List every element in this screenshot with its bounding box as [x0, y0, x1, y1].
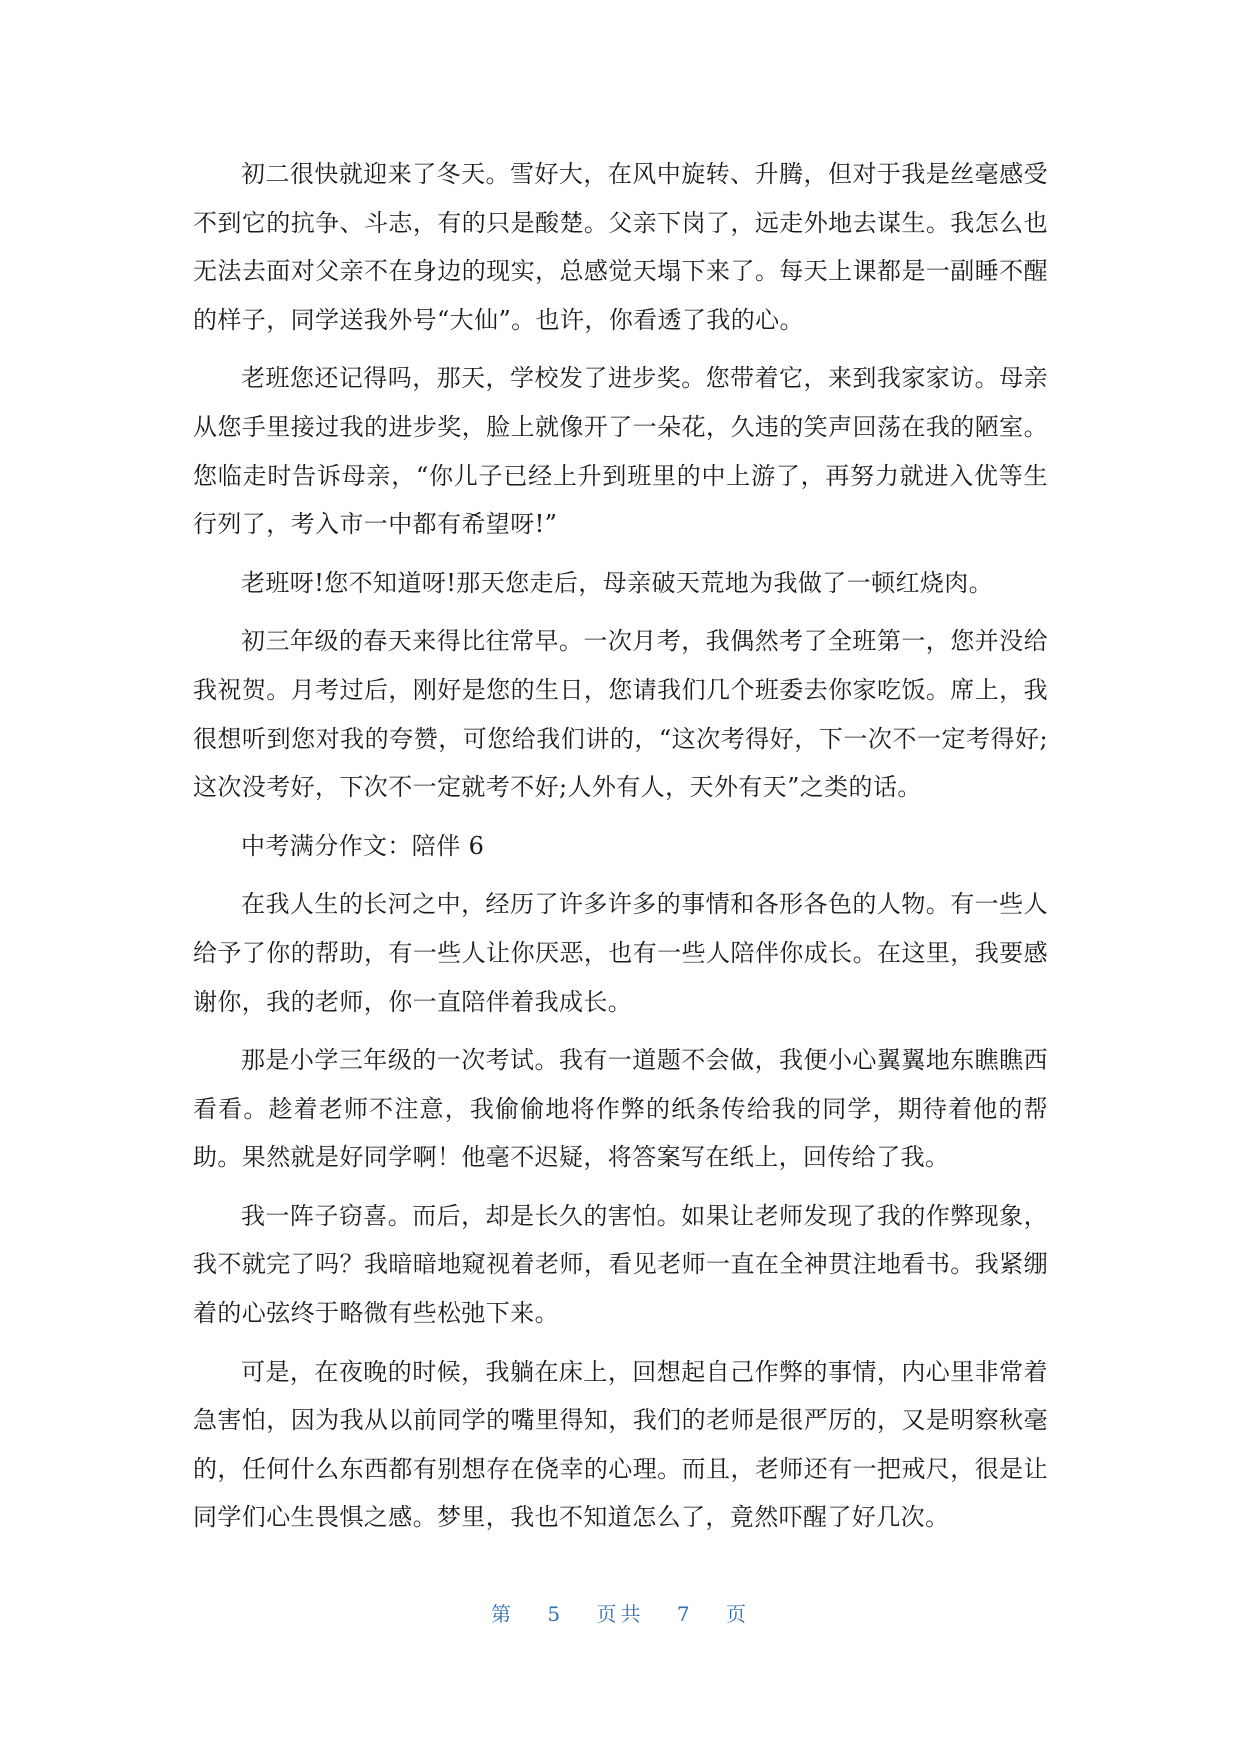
footer-current-page: 5 — [547, 1602, 565, 1626]
paragraph-8: 可是，在夜晚的时候，我躺在床上，回想起自己作弊的事情，内心里非常着急害怕，因为我从以前同学的嘴里得知，我们的老师是很严厉的，又是明察秋毫的，任何什么东西都有别想存在侥幸的心理。而且，老师还有一把戒尺，很是让同学们心生畏惧之感。梦里，我也不知道怎么了，竟然吓醒了好几次。 — [193, 1357, 1048, 1532]
footer-total-pages: 7 — [676, 1602, 694, 1626]
paragraph-3: 老班呀!您不知道呀!那天您走后，母亲破天荒地为我做了一顿红烧肉。 — [241, 568, 994, 597]
footer-middle: 页共 — [596, 1602, 645, 1626]
page-footer — [0, 1598, 1241, 1627]
section-title: 中考满分作文：陪伴 6 — [241, 831, 485, 860]
footer-suffix: 页 — [725, 1602, 750, 1626]
footer-prefix: 第 — [491, 1602, 516, 1626]
paragraph-7: 我一阵子窃喜。而后，却是长久的害怕。如果让老师发现了我的作弊现象，我不就完了吗？我暗暗地窥视着老师，看见老师一直在全神贯注地看书。我紧绷着的心弦终于略微有些松弛下来。 — [193, 1201, 1048, 1328]
document-body — [193, 150, 1048, 1552]
paragraph-6: 那是小学三年级的一次考试。我有一道题不会做，我便小心翼翼地东瞧瞧西看看。趁着老师不注意，我偷偷地将作弊的纸条传给我的同学，期待着他的帮助。果然就是好同学啊！他毫不迟疑，将答案写在纸上，回传给了我。 — [193, 1046, 1048, 1172]
paragraph-2: 老班您还记得吗，那天，学校发了进步奖。您带着它，来到我家家访。母亲从您手里接过我的进步奖，脸上就像开了一朵花，久违的笑声回荡在我的陋室。您临走时告诉母亲，“你儿子已经上升到班里的中上游了，再努力就进入优等生行列了，考入市一中都有希望呀!” — [193, 364, 1048, 539]
paragraph-1: 初二很快就迎来了冬天。雪好大，在风中旋转、升腾，但对于我是丝毫感受不到它的抗争、斗志，有的只是酸楚。父亲下岗了，远走外地去谋生。我怎么也无法去面对父亲不在身边的现实，总感觉天塌下来了。每天上课都是一副睡不醒的样子，同学送我外号“大仙”。也许，你看透了我的心。 — [193, 160, 1048, 334]
paragraph-4: 初三年级的春天来得比往常早。一次月考，我偶然考了全班第一，您并没给我祝贺。月考过后，刚好是您的生日，您请我们几个班委去你家吃饭。席上，我很想听到您对我的夸赞，可您给我们讲的，“这次考得好，下一次不一定考得好;这次没考好，下次不一定就考不好;人外有人，天外有天”之类的话。 — [193, 627, 1048, 802]
paragraph-5: 在我人生的长河之中，经历了许多许多的事情和各形各色的人物。有一些人给予了你的帮助，有一些人让你厌恶，也有一些人陪伴你成长。在这里，我要感谢你，我的老师，你一直陪伴着我成长。 — [193, 890, 1048, 1016]
